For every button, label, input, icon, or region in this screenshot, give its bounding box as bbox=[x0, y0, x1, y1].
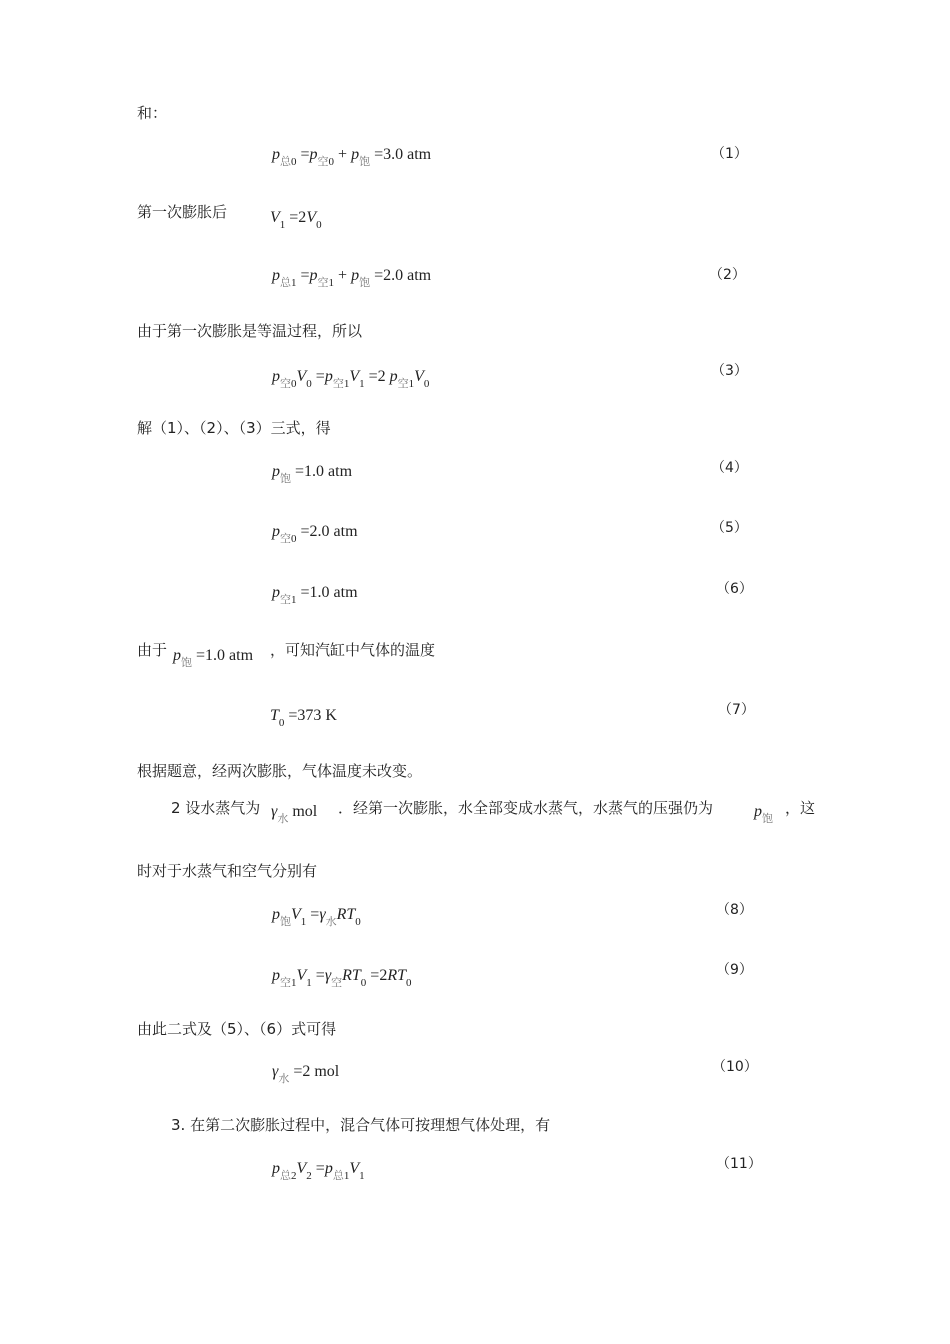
equation-number-4: （4） bbox=[711, 460, 748, 476]
equation-number-3: （3） bbox=[711, 363, 748, 379]
text-section2-start: 2 设水蒸气为 bbox=[171, 799, 261, 817]
text-solve: 解（1）、（2）、（3）三式，得 bbox=[137, 419, 331, 437]
equation-number-6: （6） bbox=[716, 581, 753, 597]
text-temperature: ，可知汽缸中气体的温度 bbox=[270, 641, 436, 659]
equation-inline-psat-2: $p_饱$ bbox=[754, 803, 773, 825]
equation-10: $\gamma_水 =2$ mol bbox=[272, 1063, 340, 1085]
equation-1: $p_{总0} =p_{空0} + p_饱 =3.0$ atm bbox=[272, 146, 432, 168]
equation-2: $p_{总1} =p_{空1} + p_饱 =2.0$ atm bbox=[272, 267, 432, 289]
equation-11: $p_{总2}V_2 =p_{总1}V_1$ bbox=[272, 1160, 365, 1182]
equation-number-10: （10） bbox=[712, 1059, 758, 1075]
equation-number-7: （7） bbox=[718, 702, 755, 718]
equation-number-2: （2） bbox=[709, 267, 746, 283]
equation-number-8: （8） bbox=[716, 902, 753, 918]
equation-inline-psat: $p_饱 =1.0$ atm bbox=[173, 647, 254, 669]
text-first-expansion: 第一次膨胀后 bbox=[137, 203, 228, 221]
text-from-these: 由此二式及（5）、（6）式可得 bbox=[137, 1020, 337, 1038]
equation-number-5: （5） bbox=[711, 520, 748, 536]
text-section3: 3. 在第二次膨胀过程中，混合气体可按理想气体处理，有 bbox=[171, 1116, 551, 1134]
text-section2-end: ，这 bbox=[785, 799, 816, 817]
equation-number-11: （11） bbox=[716, 1156, 762, 1172]
text-for-vapor-air: 时对于水蒸气和空气分别有 bbox=[137, 862, 318, 880]
equation-3: $p_{空0}V_0 =p_{空1}V_1 =2$ $p_{空1}V_0$ bbox=[272, 368, 430, 390]
equation-5: $p_{空0} =2.0$ atm bbox=[272, 523, 358, 545]
equation-8: $p_饱V_1 =\gamma_水RT_0$ bbox=[272, 906, 361, 928]
equation-9: $p_{空1}V_1 =\gamma_空RT_0 =2RT_0$ bbox=[272, 967, 412, 989]
equation-6: $p_{空1} =1.0$ atm bbox=[272, 584, 358, 606]
equation-4: $p_饱 =1.0$ atm bbox=[272, 463, 353, 485]
text-per-problem: 根据题意，经两次膨胀，气体温度未改变。 bbox=[137, 762, 423, 780]
text-section2-mid: ．经第一次膨胀，水全部变成水蒸气，水蒸气的压强仍为 bbox=[338, 799, 714, 817]
text-isothermal: 由于第一次膨胀是等温过程，所以 bbox=[137, 322, 363, 340]
equation-number-1: （1） bbox=[711, 146, 748, 162]
text-he: 和： bbox=[137, 104, 168, 122]
equation-v1: $V_1 =2V_0$ bbox=[270, 209, 322, 231]
equation-inline-nwater: $\gamma_水$ mol bbox=[271, 803, 318, 825]
text-since: 由于 bbox=[137, 641, 168, 659]
equation-number-9: （9） bbox=[716, 962, 753, 978]
equation-7: $T_0 =373$ K bbox=[270, 707, 337, 729]
